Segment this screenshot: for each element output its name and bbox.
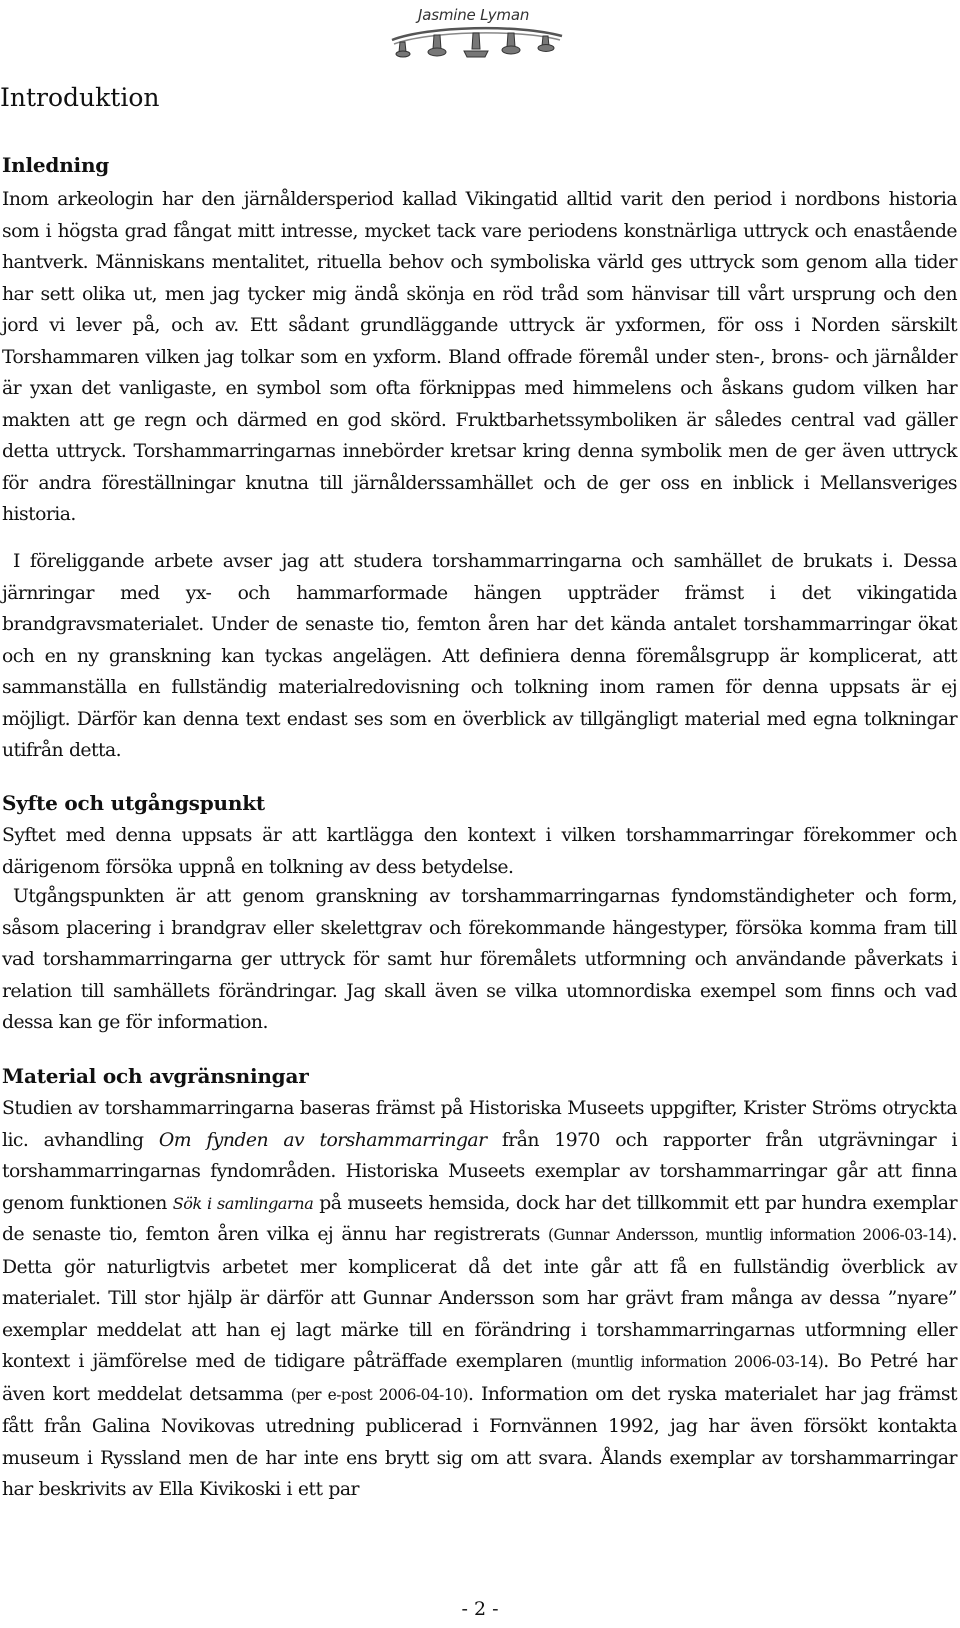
inledning-paragraph-1: Inom arkeologin har den järnåldersperiod kallad Vikingatid alltid varit den period i nordbons historia som i högsta grad fångat mitt intresse, mycket tack vare periodens konstnärliga uttryck och enastående hantverk. Människans mentalitet, rituella behov och symboliska värld ges uttryck som genom alla tider har sett olika ut, men jag tycker mig ändå skönja en röd tråd som hänvisar till vårt ursprung och den jord vi lever på, och av. Ett sådant grundläggande uttryck är yxformen, för oss i Norden särskilt Torshammaren vilken jag tolkar som en yxform. Bland offrade föremål under sten-, brons- och järnålder är yxan det vanligaste, en symbol som ofta förknippas med himmelens och åskans gudom vilken har makten att ge regn och därmed en god skörd. Fruktbarhetssymboliken är således central vad gäller detta uttryck. Torshammarringarnas innebörder kretsar kring denna symbolik men de ger även uttryck för andra föreställningar knutna till järnålderssamhället och de ger oss en inblick i Mellansveriges historia. [2,189,957,525]
material-text: Studien av torshammarringarna baseras främst på Historiska Museets uppgifter, Krister Ströms otryckta lic. avhandling [2,1098,957,1151]
material-paragraph-1 [2,1093,957,1506]
reference-note: (Gunnar Andersson, muntlig information 2006-03-14) [547,1226,952,1244]
section-heading-syfte: Syfte och utgångspunkt [2,791,265,815]
section-heading-material: Material och avgränsningar [2,1064,309,1088]
thesis-title-italic: Om fynden av torshammarringar [158,1129,487,1151]
material-text: . Information om det ryska materialet har jag främst fått från Galina Novikovas utredning publicerad i Fornvännen 1992, jag har även försökt kontakta museum i Ryssland men de har inte ens brytt sig om att svara. Ålands exemplar av torshammarringar har beskrivits av Ella Kivikoski i ett par [2,1383,957,1500]
jasmine-lyman-logo [388,2,568,66]
material-text: från 1970 och rapporter från utgrävningar i torshammarringarnas fyndområden. Historiska Museets exemplar av torshammarringar går att finna genom funktionen [2,1129,957,1214]
syfte-paragraph-2: Utgångspunkten är att genom granskning av torshammarringarnas fyndomständigheter och form, såsom placering i brandgrav eller skelettgrav och förekommande hängestyper, försöka komma fram till vad torshammarringarna ger uttryck för samt hur föremålets utformning och användande påverkats i relation till samhällets förändringar. Jag skall även se vilka utomnordiska exempel som finns och vad dessa kan ge för information. [2,886,957,1033]
reference-note: (muntlig information 2006-03-14) [570,1353,824,1371]
page-number: - 2 - [461,1598,499,1620]
material-text: . Bo Petré har även kort meddelat detsamma [2,1351,957,1405]
material-text: på museets hemsida, dock har det tillkommit ett par hundra exemplar de senaste tio, femton åren vilka ej ännu har registrerats [2,1192,957,1245]
search-function-italic: Sök i samlingarna [172,1193,314,1213]
syfte-paragraph-1: Syftet med denna uppsats är att kartlägga den kontext i vilken torshammarringar förekommer och därigenom försöka uppnå en tolkning av dess betydelse. [2,825,957,878]
page-title: Introduktion [0,83,160,112]
inledning-paragraph-2: I föreliggande arbete avser jag att studera torshammarringarna och samhället de brukats i. Dessa järnringar med yx- och hammarformade hängen uppträder främst i det vikingatida brandgravsmaterialet. Under de senaste tio, femton åren har det kända antalet torshammarringar ökat och en ny granskning kan tyckas angelägen. Att definiera denna föremålsgrupp är komplicerat, att sammanställa en fullständig materialredovisning och tolkning inom ramen för denna uppsats är ej möjligt. Därför kan denna text endast ses som en överblick av tillgängligt material med egna tolkningar utifrån detta. [2,551,957,761]
material-text: . Detta gör naturligtvis arbetet mer komplicerat då det inte går att få en fullständig överblick av materialet. Till stor hjälp är därför att Gunnar Andersson som har grävt fram många av dessa ”nyare” exemplar meddelat att han ej lagt märke till en förändring i torshammarringarnas utformning eller kontext i jämförelse med de tidigare påträffade exemplaren [2,1224,957,1372]
section-heading-inledning: Inledning [2,153,110,177]
logo-text: Jasmine Lyman [418,6,530,24]
reference-note: (per e-post 2006-04-10) [290,1385,468,1404]
